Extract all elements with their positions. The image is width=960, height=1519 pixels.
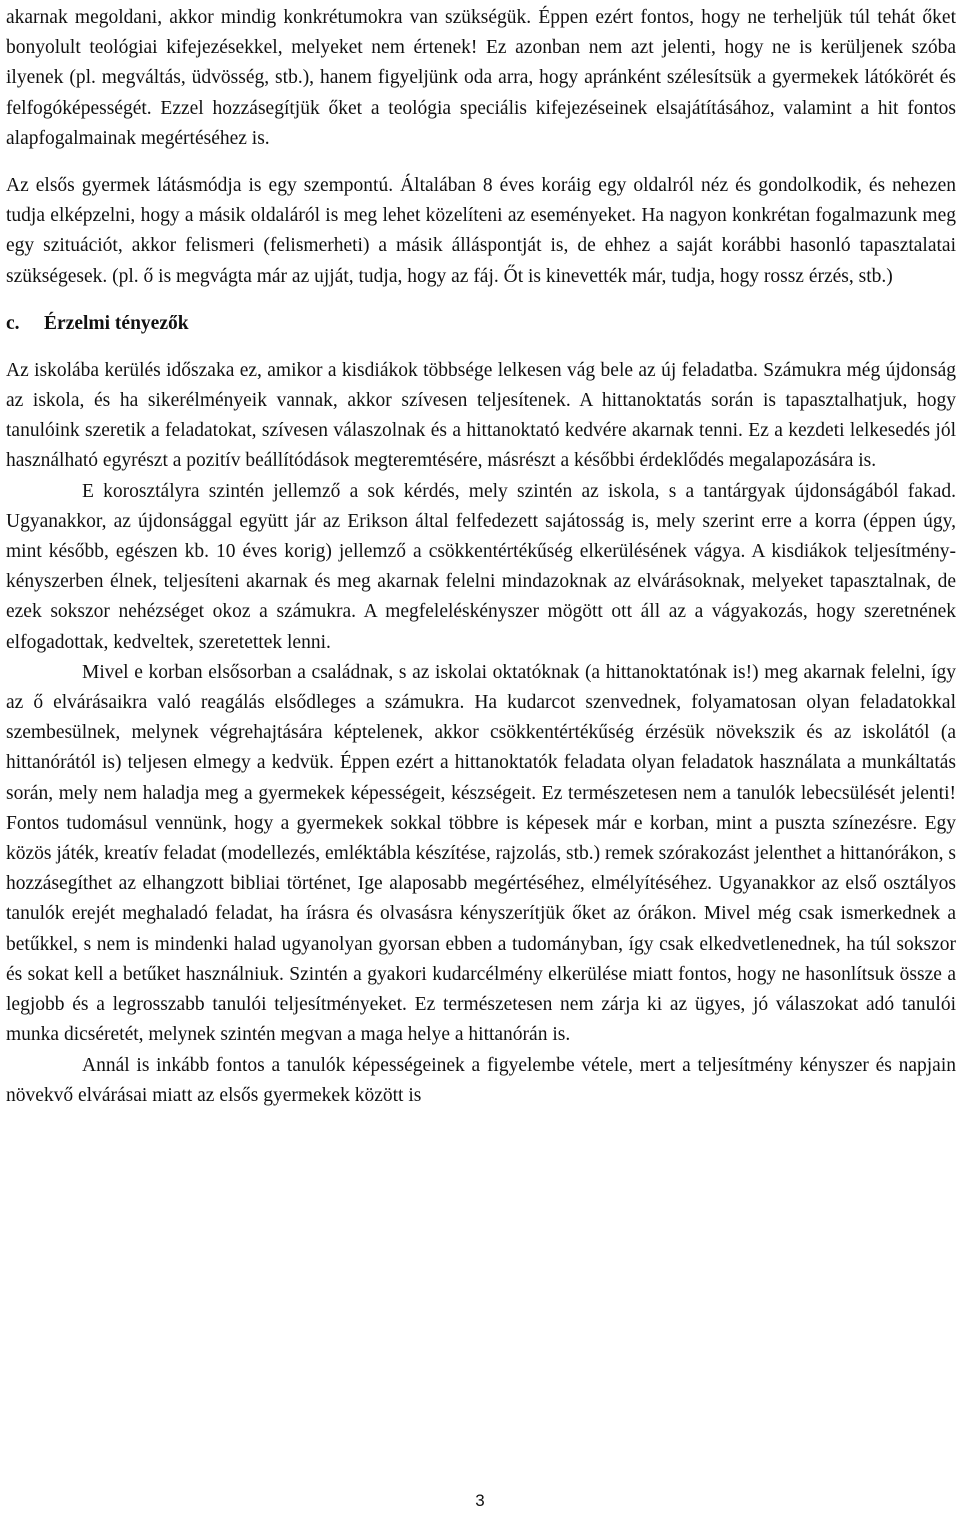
body-paragraph: Mivel e korban elsősorban a családnak, s az iskolai oktatóknak (a hittanoktatónak is!) meg akarnak felelni, így az ő elvárásaikra való reagálás elsődleges a számukra. Ha kudarcot szenvednek, folyamatosan olyan feladatokkal szembesülnek, melynek végrehajtására képtelenek, akkor csökkentértékűség érzésük növekszik és az iskolától (a hittanórától is) teljesen elmegy a kedvük. Éppen ezért a hittanoktatók feladata olyan feladatok használata a munkáltatás során, mely nem haladja meg a gyermekek képességeit, készségeit. Ez természetesen nem a tanulók lebecsülését jelenti! Fontos tudomásul vennünk, hogy a gyermekek sokkal többre is képesek már e korban, mint a puszta színezésre. Egy közös játék, kreatív feladat (modellezés, emléktábla készítése, rajzolás, stb.) remek szórakozást jelenthet a hittanórákon, s hozzásegíthet az elhangzott bibliai történet, Ige alaposabb megértéséhez, elmélyítéséhez. Ugyanakkor az első osztályos tanulók erejét meghaladó feladat, ha írásra és olvasásra kényszerítjük őket az órákon. Mivel még csak ismerkednek a betűkkel, s nem is mindenki halad ugyanolyan gyorsan ebben a tudományban, így csak elkedvetlenednek, ha túl sokszor és sokat kell a betűket használniuk. Szintén a gyakori kudarcélmény elkerülése miatt fontos, hogy ne hasonlítsuk össze a legjobb és a legrosszabb tanulói teljesítményeket. Ez természetesen nem zárja ki az ügyes, jó válaszokat adó tanulói munka dicséretét, melynek szintén megvan a maga helye a hittanórán is.	[6, 661, 956, 1046]
section-title: Érzelmi tényezők	[44, 312, 189, 334]
body-paragraph: E korosztályra szintén jellemző a sok kérdés, mely szintén az iskola, s a tantárgyak újdonságából fakad. Ugyanakkor, az újdonsággal együtt jár az Erikson által felfedezett sajátosság is, mely szerint erre a korra (éppen úgy, mint később, egészen kb. 10 éves korig) jellemző a csökkentértékűség elkerülésének vágya. A kisdiákok teljesítmény-kényszerben élnek, teljesíteni akarnak és meg akarnak felelni mindazoknak az elvárásoknak, melyeket tapasztalnak, de ezek sokszor nehézséget okoz a számukra. A megfeleléskényszer mögött ott áll az a vágyakozás, hogy szeretnének elfogadottak, kedveltek, szeretettek lenni.	[6, 480, 956, 653]
paragraph-gap	[6, 292, 956, 309]
paragraph-gap	[6, 339, 956, 356]
body-paragraph: Az iskolába kerülés időszaka ez, amikor a kisdiákok többsége lelkesen vág bele az új feladatba. Számukra még újdonság az iskola, és ha sikerélményeik vannak, akkor szívesen teljesítenek. A hittanoktatás során is tapasztalhatjuk, hogy tanulóink szeretik a feladatokat, szívesen válaszolnak és a hittanoktató kedvére akarnak tenni. Ez a kezdeti lelkesedés jól használható egyrészt a pozitív beállítódások megteremtésére, másrészt a későbbi érdeklődés megalapozására is.	[6, 359, 956, 472]
section-number: c.	[6, 312, 20, 334]
body-paragraph: akarnak megoldani, akkor mindig konkrétumokra van szükségük. Éppen ezért fontos, hogy ne terheljük túl tehát őket bonyolult teológiai kifejezésekkel, melyeket nem értenek! Ez azonban nem azt jelenti, hogy ne is kerüljenek szóba ilyenek (pl. megváltás, üdvösség, stb.), hanem figyeljünk oda arra, hogy apránként szélesítsük a gyermekek látókörét és felfogóképességét. Ezzel hozzásegítjük őket a teológia speciális kifejezéseinek elsajátításához, valamint a hit fontos alapfogalmainak megértéséhez is.	[6, 7, 956, 149]
body-paragraph: Az elsős gyermek látásmódja is egy szempontú. Általában 8 éves koráig egy oldalról néz és gondolkodik, és nehezen tudja elképzelni, hogy a másik oldaláról is meg lehet közelíteni az eseményeket. Ha nagyon konkrétan fogalmazunk meg egy szituációt, akkor felismeri (felismerheti) a másik álláspontját is, de ehhez a saját korábbi hasonló tapasztalatai szükségesek. (pl. ő is megvágta már az ujját, tudja, hogy az fáj. Őt is kinevették már, tudja, hogy rossz érzés, stb.)	[6, 175, 956, 287]
page-number: 3	[475, 1491, 485, 1510]
paragraph-gap	[6, 154, 956, 171]
document-page	[6, 3, 956, 1111]
body-paragraph: Annál is inkább fontos a tanulók képességeinek a figyelembe vétele, mert a teljesítmény kényszer és napjain növekvő elvárásai miatt az elsős gyermekek között is	[6, 1054, 956, 1106]
section-heading	[6, 309, 956, 339]
